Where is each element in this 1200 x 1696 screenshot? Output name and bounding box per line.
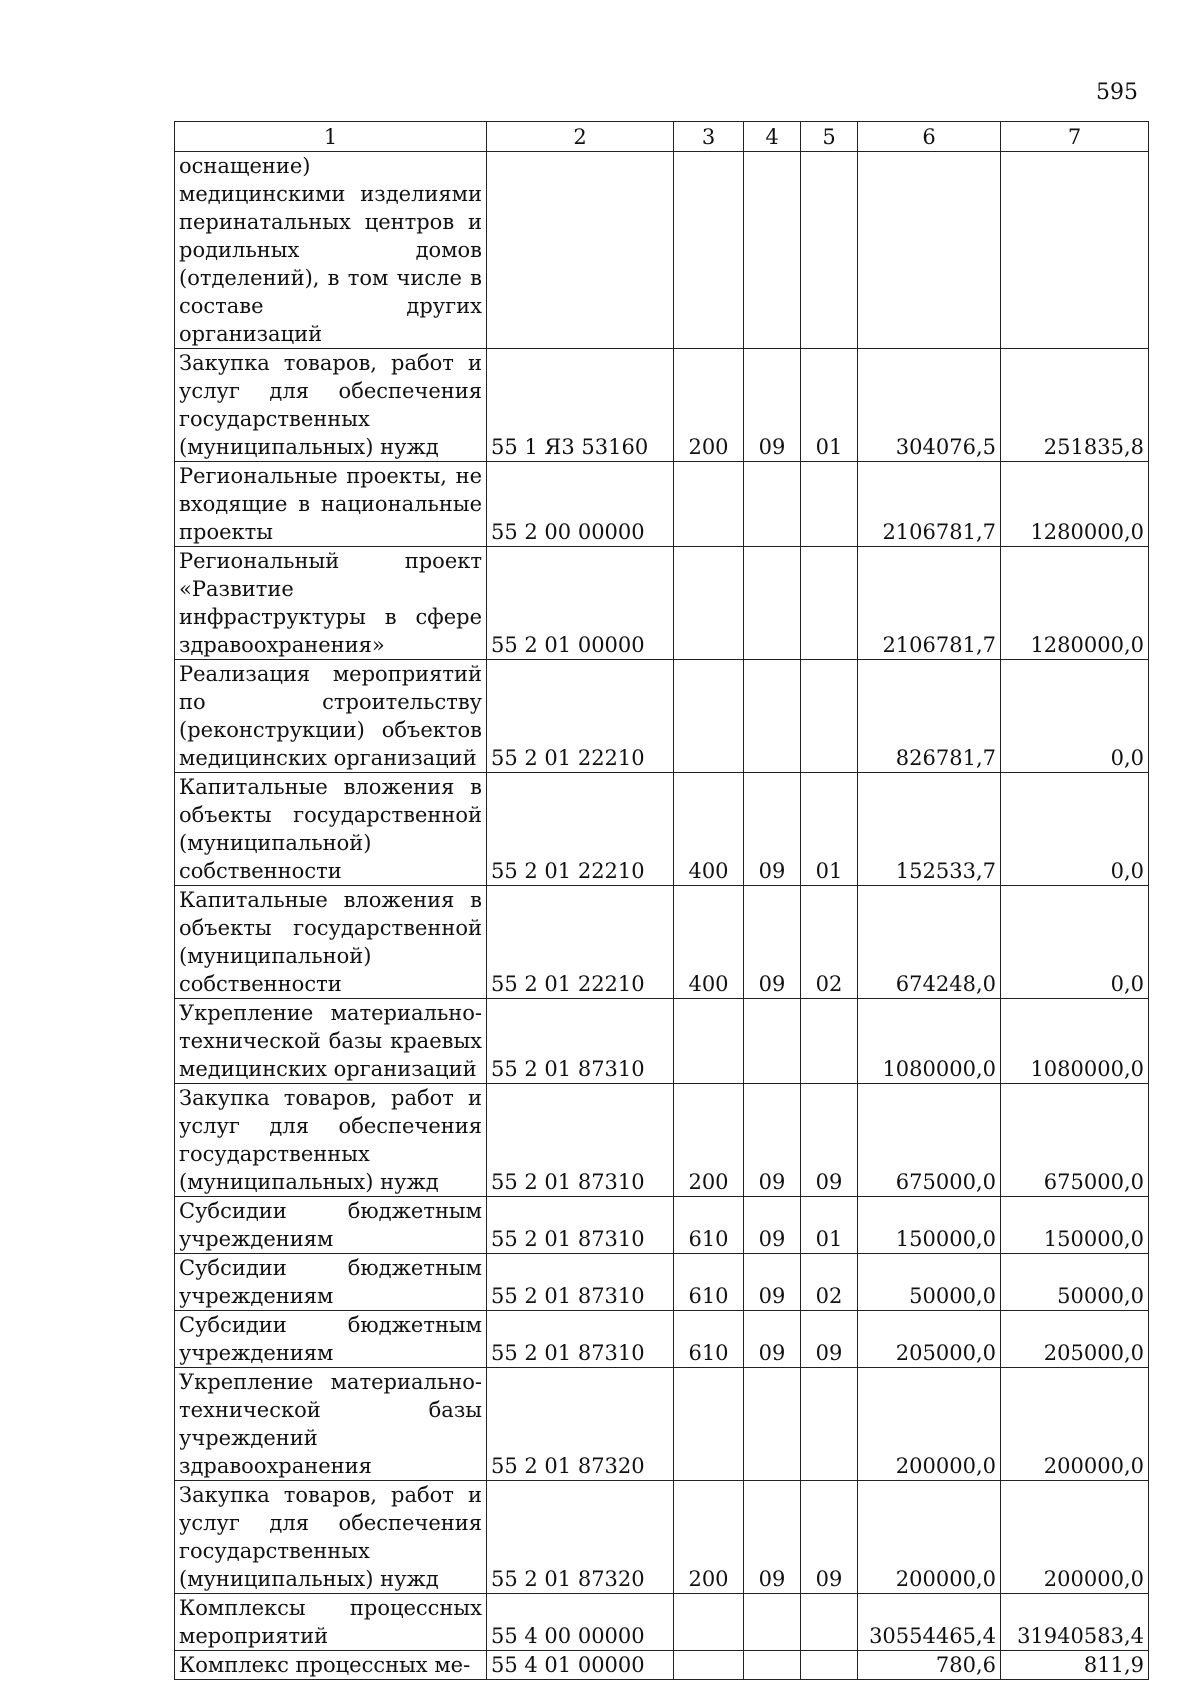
row-value-6: 826781,7 [858,660,1001,773]
row-col-4 [744,152,801,349]
row-col-4: 09 [744,349,801,462]
row-code: 55 1 Я3 53160 [487,349,674,462]
table-row [175,773,1149,886]
row-col-5: 01 [801,773,858,886]
row-col-4 [744,547,801,660]
row-value-7 [1001,152,1149,349]
row-col-4 [744,1594,801,1651]
table-row [175,547,1149,660]
row-col-4: 09 [744,1481,801,1594]
row-value-7: 675000,0 [1001,1084,1149,1197]
row-name: Капитальные вложения в объекты государственной (муниципальной) собственности [175,773,487,886]
row-code: 55 2 01 22210 [487,886,674,999]
row-col-5 [801,462,858,547]
table-row [175,1594,1149,1651]
row-value-6: 675000,0 [858,1084,1001,1197]
row-col-5: 09 [801,1311,858,1368]
row-col-4: 09 [744,1254,801,1311]
row-col-5: 02 [801,886,858,999]
row-value-6: 30554465,4 [858,1594,1001,1651]
row-col-3 [674,660,744,773]
row-col-5 [801,1594,858,1651]
row-col-3 [674,462,744,547]
table-row [175,152,1149,349]
row-value-6: 152533,7 [858,773,1001,886]
row-code: 55 4 00 00000 [487,1594,674,1651]
table-row [175,999,1149,1084]
row-col-4 [744,1368,801,1481]
row-name: Региональный проект «Развитие инфраструктуры в сфере здравоохранения» [175,547,487,660]
row-col-3: 400 [674,886,744,999]
row-col-5 [801,547,858,660]
row-col-3: 610 [674,1197,744,1254]
row-code: 55 2 01 87310 [487,1254,674,1311]
row-value-7: 200000,0 [1001,1368,1149,1481]
row-name: Комплекс процессных ме- [175,1651,487,1680]
row-col-4 [744,660,801,773]
row-col-3 [674,1594,744,1651]
row-name: Закупка товаров, работ и услуг для обеспечения государственных (муниципальных) нужд [175,1084,487,1197]
row-code: 55 2 00 00000 [487,462,674,547]
row-name: Комплексы процессных мероприятий [175,1594,487,1651]
row-col-3: 610 [674,1254,744,1311]
table-row [175,1368,1149,1481]
row-value-7: 0,0 [1001,660,1149,773]
row-col-3 [674,999,744,1084]
row-code: 55 2 01 22210 [487,660,674,773]
row-value-6: 50000,0 [858,1254,1001,1311]
row-value-6: 205000,0 [858,1311,1001,1368]
row-code: 55 2 01 87310 [487,1311,674,1368]
row-col-4: 09 [744,1084,801,1197]
row-col-3: 200 [674,1084,744,1197]
row-col-4: 09 [744,1311,801,1368]
row-col-3: 200 [674,1481,744,1594]
row-code: 55 2 01 87310 [487,1084,674,1197]
row-value-7: 0,0 [1001,773,1149,886]
row-code [487,152,674,349]
table-row [175,349,1149,462]
table-row [175,1084,1149,1197]
row-name: Субсидии бюджетным учреждениям [175,1311,487,1368]
row-name: Субсидии бюджетным учреждениям [175,1197,487,1254]
row-col-5: 09 [801,1084,858,1197]
row-col-5: 01 [801,1197,858,1254]
row-col-5 [801,1368,858,1481]
row-value-7: 811,9 [1001,1651,1149,1680]
row-value-6: 150000,0 [858,1197,1001,1254]
header-col-3: 3 [674,122,744,152]
row-col-3: 610 [674,1311,744,1368]
row-value-7: 205000,0 [1001,1311,1149,1368]
row-col-3: 200 [674,349,744,462]
row-value-6: 304076,5 [858,349,1001,462]
row-value-6 [858,152,1001,349]
row-name: Региональные проекты, не входящие в национальные проекты [175,462,487,547]
row-name: оснащение) медицинскими изделиями перинатальных центров и родильных домов (отделений), в том числе в составе других организаций [175,152,487,349]
row-col-5 [801,1651,858,1680]
table-row [175,886,1149,999]
row-col-3: 400 [674,773,744,886]
row-value-6: 674248,0 [858,886,1001,999]
row-value-6: 200000,0 [858,1481,1001,1594]
row-col-4 [744,999,801,1084]
row-col-5: 02 [801,1254,858,1311]
header-col-1: 1 [175,122,487,152]
row-value-6: 780,6 [858,1651,1001,1680]
header-col-4: 4 [744,122,801,152]
table-header-row [175,122,1149,152]
row-name: Реализация мероприятий по строительству (реконструкции) объектов медицинских организаций [175,660,487,773]
row-value-7: 0,0 [1001,886,1149,999]
table-row [175,660,1149,773]
row-col-4: 09 [744,773,801,886]
table-row [175,1481,1149,1594]
header-col-5: 5 [801,122,858,152]
row-code: 55 2 01 87320 [487,1481,674,1594]
row-name: Укрепление материально-технической базы учреждений здравоохранения [175,1368,487,1481]
row-value-6: 1080000,0 [858,999,1001,1084]
row-value-6: 2106781,7 [858,462,1001,547]
row-code: 55 2 01 22210 [487,773,674,886]
row-code: 55 2 01 87320 [487,1368,674,1481]
row-value-7: 200000,0 [1001,1481,1149,1594]
row-code: 55 2 01 87310 [487,1197,674,1254]
row-col-4: 09 [744,886,801,999]
row-value-7: 150000,0 [1001,1197,1149,1254]
row-name: Закупка товаров, работ и услуг для обеспечения государственных (муниципальных) нужд [175,349,487,462]
row-value-7: 1280000,0 [1001,462,1149,547]
row-code: 55 4 01 00000 [487,1651,674,1680]
header-col-6: 6 [858,122,1001,152]
row-col-4: 09 [744,1197,801,1254]
row-col-5 [801,660,858,773]
row-code: 55 2 01 87310 [487,999,674,1084]
row-col-5 [801,152,858,349]
row-value-6: 2106781,7 [858,547,1001,660]
row-col-3 [674,547,744,660]
row-name: Субсидии бюджетным учреждениям [175,1254,487,1311]
table-row [175,1651,1149,1680]
row-col-4 [744,462,801,547]
row-col-5: 09 [801,1481,858,1594]
row-col-3 [674,1368,744,1481]
row-value-7: 31940583,4 [1001,1594,1149,1651]
page-number: 595 [1096,80,1138,105]
row-code: 55 2 01 00000 [487,547,674,660]
row-value-7: 1280000,0 [1001,547,1149,660]
row-name: Закупка товаров, работ и услуг для обеспечения государственных (муниципальных) нужд [175,1481,487,1594]
row-col-3 [674,1651,744,1680]
row-col-3 [674,152,744,349]
row-name: Укрепление материально-технической базы краевых медицинских организаций [175,999,487,1084]
row-col-5 [801,999,858,1084]
row-value-7: 50000,0 [1001,1254,1149,1311]
header-col-7: 7 [1001,122,1149,152]
table-row [175,1254,1149,1311]
header-col-2: 2 [487,122,674,152]
row-value-7: 251835,8 [1001,349,1149,462]
budget-table [174,121,1149,1680]
row-col-5: 01 [801,349,858,462]
table-row [175,462,1149,547]
row-col-4 [744,1651,801,1680]
table-row [175,1311,1149,1368]
row-value-6: 200000,0 [858,1368,1001,1481]
table-row [175,1197,1149,1254]
row-name: Капитальные вложения в объекты государственной (муниципальной) собственности [175,886,487,999]
row-value-7: 1080000,0 [1001,999,1149,1084]
